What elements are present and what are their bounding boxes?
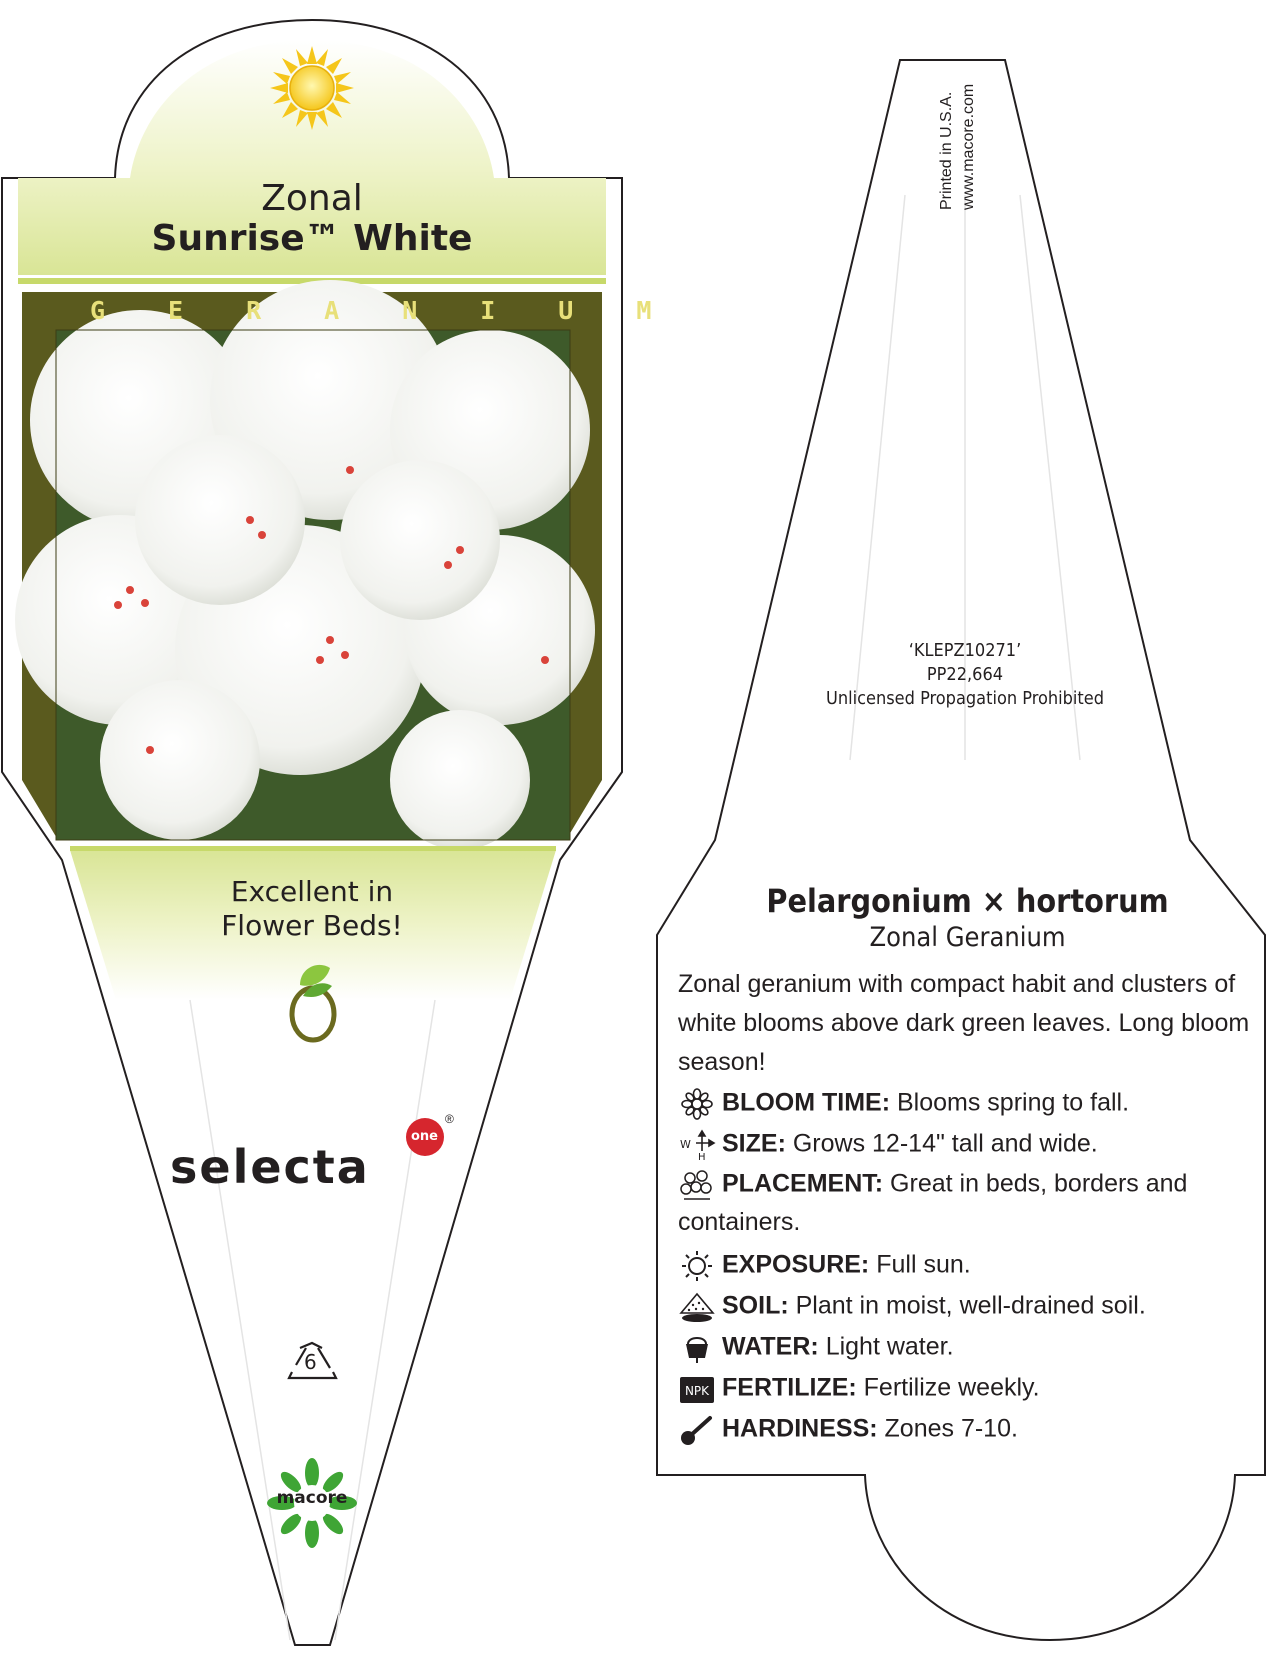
maker-url: www.macore.com: [960, 83, 977, 210]
care-label: WATER:: [722, 1332, 819, 1361]
care-row-size: [678, 1129, 1098, 1161]
botanical-name: Pelargonium × hortorum: [766, 882, 1169, 920]
size-icon-w: W: [680, 1138, 691, 1151]
registered-mark: ®: [445, 1112, 454, 1126]
care-label: SIZE:: [722, 1129, 786, 1158]
care-row-hardiness: [678, 1414, 1018, 1446]
macore-logo-text: macore: [276, 1488, 348, 1508]
care-text: Zones 7-10.: [877, 1414, 1018, 1443]
tagline-line-1: Excellent in: [230, 875, 394, 908]
printed-in: Printed in U.S.A.: [938, 91, 955, 210]
care-text: Light water.: [818, 1332, 954, 1361]
care-label: BLOOM TIME:: [722, 1088, 891, 1117]
npk-icon: [678, 1373, 716, 1405]
care-text: Blooms spring to fall.: [890, 1088, 1130, 1117]
care-text: Plant in moist, well-drained soil.: [788, 1291, 1146, 1320]
care-text: Full sun.: [869, 1250, 971, 1279]
soil-icon: [678, 1291, 716, 1323]
care-row-water: [678, 1332, 954, 1364]
care-label: HARDINESS:: [722, 1414, 878, 1443]
selecta-logo: selecta: [170, 1140, 370, 1194]
care-row-soil: [678, 1291, 1146, 1323]
sun-icon: [270, 46, 354, 130]
variety-series: Zonal: [261, 178, 363, 219]
description-line-3: season!: [678, 1048, 766, 1076]
care-label: PLACEMENT:: [722, 1169, 884, 1198]
care-row-fertilize: [678, 1373, 1040, 1405]
size-icon: [678, 1129, 716, 1161]
care-row-bloom: [678, 1088, 1129, 1120]
flower-icon: [678, 1088, 716, 1120]
care-label: EXPOSURE:: [722, 1250, 870, 1279]
care-label: FERTILIZE:: [722, 1373, 857, 1402]
placement-icon: [678, 1169, 716, 1201]
sun-outline-icon: [678, 1250, 716, 1282]
tagline-line-2: Flower Beds!: [221, 909, 403, 942]
geranium-photo: [15, 280, 595, 850]
thermometer-icon: [678, 1414, 716, 1446]
variety-name: Sunrise™ White: [151, 218, 473, 259]
description-line-1: Zonal geranium with compact habit and clusters of: [678, 970, 1236, 998]
common-name: Zonal Geranium: [869, 922, 1066, 953]
care-text: Great in beds, borders and: [883, 1169, 1188, 1198]
placement-continued: containers.: [678, 1208, 801, 1236]
care-row-placement: [678, 1169, 1187, 1201]
watering-can-icon: [678, 1332, 716, 1364]
size-icon-h: H: [698, 1152, 706, 1161]
npk-text: NPK: [684, 1384, 710, 1398]
care-row-exposure: [678, 1250, 971, 1282]
recycle-number: 6: [304, 1350, 317, 1374]
cultivar-name: ‘KLEPZ10271’: [908, 640, 1022, 661]
care-text: Grows 12-14" tall and wide.: [785, 1129, 1098, 1158]
category-label: GERANIUM: [90, 296, 715, 325]
description-line-2: white blooms above dark green leaves. Long bloom: [678, 1009, 1250, 1037]
tagline-accent-line: [70, 846, 556, 851]
patent-number: PP22,664: [926, 664, 1004, 685]
selecta-badge-text: one: [411, 1129, 439, 1144]
propagation-notice: Unlicensed Propagation Prohibited: [825, 688, 1105, 709]
care-text: Fertilize weekly.: [856, 1373, 1040, 1402]
care-label: SOIL:: [722, 1291, 789, 1320]
